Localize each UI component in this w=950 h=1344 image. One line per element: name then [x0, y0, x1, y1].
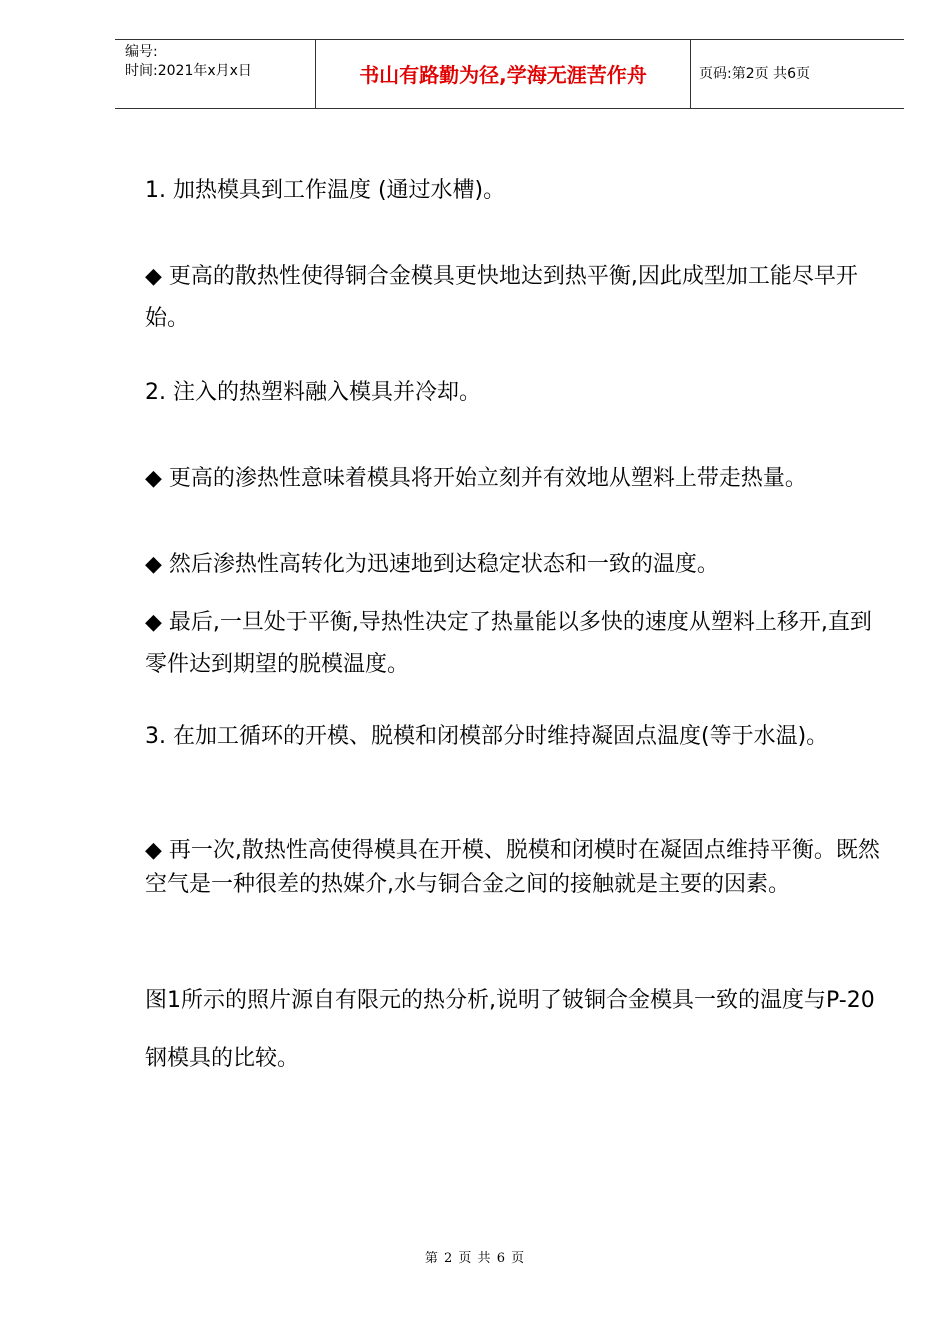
paragraph-step-1: 1. 加热模具到工作温度 (通过水槽)。: [145, 178, 506, 203]
header-meta-cell: [115, 40, 315, 108]
header-motto-cell: [315, 40, 691, 108]
paragraph-bullet-3: ◆ 然后渗热性高转化为迅速地到达稳定状态和一致的温度。: [145, 552, 719, 577]
header-page-cell: [690, 40, 904, 108]
page-footer: 第 2 页 共 6 页: [424, 1251, 526, 1266]
header-page-number: 页码:第2页 共6页: [699, 66, 810, 82]
paragraph-bullet-4: ◆ 最后,一旦处于平衡,导热性决定了热量能以多快的速度从塑料上移开,直到零件达到期望的脱模温度。: [145, 610, 872, 677]
paragraph-step-2: 2. 注入的热塑料融入模具并冷却。: [145, 380, 481, 405]
time-label: 时间:2021年x月x日: [125, 63, 252, 79]
header-motto: 书山有路勤为径,学海无涯苦作舟: [359, 63, 647, 87]
page-header: [115, 39, 904, 109]
paragraph-figure-note: 图1所示的照片源自有限元的热分析,说明了铍铜合金模具一致的温度与P-20钢模具的比较。: [145, 988, 875, 1071]
paragraph-bullet-2: ◆ 更高的渗热性意味着模具将开始立刻并有效地从塑料上带走热量。: [145, 466, 807, 491]
paragraph-bullet-5: ◆ 再一次,散热性高使得模具在开模、脱模和闭模时在凝固点维持平衡。既然空气是一种很差的热媒介,水与铜合金之间的接触就是主要的因素。: [145, 838, 880, 897]
serial-label: 编号:: [125, 44, 158, 60]
paragraph-step-3: 3. 在加工循环的开模、脱模和闭模部分时维持凝固点温度(等于水温)。: [145, 724, 829, 749]
paragraph-bullet-1: ◆ 更高的散热性使得铜合金模具更快地达到热平衡,因此成型加工能尽早开始。: [145, 264, 858, 331]
